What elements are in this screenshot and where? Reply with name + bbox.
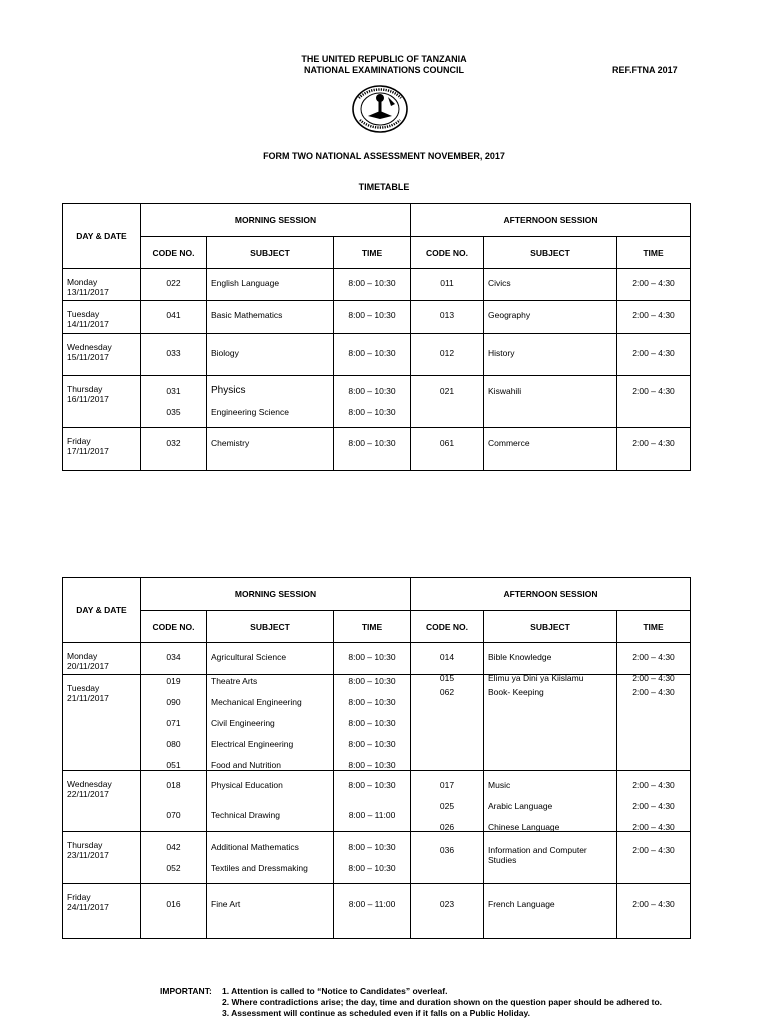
day-date-cell (63, 334, 141, 376)
subject-code: 021 (439, 386, 455, 396)
day-name: Thursday (67, 384, 103, 394)
pm-code-cell (411, 832, 484, 884)
am-time-cell (334, 334, 411, 376)
subject-column-header: SUBJECT (207, 611, 334, 643)
pm-subject-cell (484, 334, 617, 376)
session-time: 2:00 – 4:30 (632, 673, 675, 683)
session-time: 8:00 – 10:30 (348, 718, 396, 728)
pm-time-cell (617, 675, 691, 771)
session-time: 2:00 – 4:30 (632, 652, 675, 662)
subject-code: 041 (166, 310, 181, 320)
day-name: Wednesday (67, 779, 112, 789)
day-date-header: DAY & DATE (63, 578, 141, 643)
pm-subject-cell (484, 884, 617, 939)
day-name: Thursday (67, 840, 103, 850)
subject-name: Civil Engineering (211, 718, 275, 728)
day-name: Friday (67, 436, 91, 446)
day-name: Tuesday (67, 683, 100, 693)
exam-date: 23/11/2017 (67, 850, 109, 860)
code-column-header: CODE NO. (141, 237, 207, 269)
session-time: 8:00 – 10:30 (348, 863, 396, 873)
session-time: 2:00 – 4:30 (632, 780, 675, 790)
subject-name: History (488, 348, 515, 358)
table-row (63, 771, 691, 832)
subject-code: 026 (439, 822, 455, 832)
session-time: 8:00 – 11:00 (348, 899, 396, 909)
pm-time-cell (617, 269, 691, 301)
am-subject-cell (207, 832, 334, 884)
pm-time-cell (617, 334, 691, 376)
session-time: 8:00 – 10:30 (348, 310, 396, 320)
pm-subject-cell (484, 771, 617, 832)
subject-code: 070 (166, 810, 181, 820)
session-time: 8:00 – 10:30 (348, 278, 396, 288)
session-time: 2:00 – 4:30 (632, 899, 675, 909)
subject-name: Mechanical Engineering (211, 697, 302, 707)
day-date-header: DAY & DATE (63, 204, 141, 269)
day-name: Wednesday (67, 342, 112, 352)
subject-column-header: SUBJECT (484, 611, 617, 643)
pm-subject-cell (484, 269, 617, 301)
subject-name: Arabic Language (488, 801, 553, 811)
exam-date: 14/11/2017 (67, 319, 109, 329)
session-time: 8:00 – 10:30 (348, 842, 396, 852)
am-code-cell (141, 771, 207, 832)
table-row (63, 269, 691, 301)
subject-code: 012 (439, 348, 455, 358)
am-time-cell (334, 301, 411, 334)
session-time: 2:00 – 4:30 (632, 310, 675, 320)
code-column-header: CODE NO. (141, 611, 207, 643)
subject-code: 031 (166, 386, 181, 396)
subject-code: 051 (166, 760, 181, 770)
pm-code-cell (411, 334, 484, 376)
am-time-cell (334, 771, 411, 832)
subject-code: 071 (166, 718, 181, 728)
subject-name: Theatre Arts (211, 676, 258, 686)
session-time: 8:00 – 10:30 (348, 386, 396, 396)
am-time-cell (334, 376, 411, 428)
subject-code: 019 (166, 676, 181, 686)
important-label: IMPORTANT: (160, 986, 212, 996)
pm-subject-cell (484, 428, 617, 471)
subject-code: 014 (439, 652, 455, 662)
pm-code-cell (411, 643, 484, 683)
pm-code-cell (411, 884, 484, 939)
subject-code: 017 (439, 780, 455, 790)
day-name: Monday (67, 651, 98, 661)
pm-subject-cell (484, 832, 617, 884)
am-code-cell (141, 334, 207, 376)
subject-name: Commerce (488, 438, 530, 448)
subject-code: 011 (440, 278, 454, 288)
subject-name: Studies (488, 855, 517, 865)
session-time: 2:00 – 4:30 (632, 845, 675, 855)
time-column-header: TIME (334, 237, 411, 269)
table-row (63, 376, 691, 428)
am-subject-cell (207, 334, 334, 376)
subject-name: Biology (211, 348, 239, 358)
subject-code: 015 (439, 673, 455, 683)
subject-code: 090 (166, 697, 181, 707)
subject-name: Engineering Science (211, 407, 289, 417)
subject-code: 062 (439, 687, 455, 697)
subject-name: Book- Keeping (488, 687, 544, 697)
am-time-cell (334, 675, 411, 771)
session-time: 2:00 – 4:30 (632, 278, 675, 288)
pm-code-cell (411, 675, 484, 771)
session-time: 8:00 – 10:30 (348, 760, 396, 770)
table-row (63, 832, 691, 884)
table-row (63, 884, 691, 939)
necta-seal-icon (351, 84, 409, 134)
am-time-cell (334, 428, 411, 471)
subject-name: Physical Education (211, 780, 283, 790)
am-code-cell (141, 301, 207, 334)
pm-time-cell (617, 428, 691, 471)
exam-date: 17/11/2017 (67, 446, 109, 456)
subject-name: Kiswahili (488, 386, 522, 396)
subject-name: Electrical Engineering (211, 739, 294, 749)
am-subject-cell (207, 771, 334, 832)
session-time: 8:00 – 10:30 (348, 407, 396, 417)
subject-name: English Language (211, 278, 280, 288)
subject-name: Elimu ya Dini ya Kiislamu (488, 673, 584, 683)
exam-date: 15/11/2017 (67, 352, 109, 362)
subject-code: 080 (166, 739, 181, 749)
session-time: 2:00 – 4:30 (632, 348, 675, 358)
am-subject-cell (207, 269, 334, 301)
subject-code: 022 (166, 278, 181, 288)
am-subject-cell (207, 675, 334, 771)
subject-name: Chemistry (211, 438, 250, 448)
session-time: 2:00 – 4:30 (632, 822, 675, 832)
am-time-cell (334, 832, 411, 884)
pm-time-cell (617, 884, 691, 939)
session-time: 2:00 – 4:30 (632, 386, 675, 396)
exam-date: 24/11/2017 (67, 902, 109, 912)
day-date-cell (63, 269, 141, 301)
pm-code-cell (411, 771, 484, 832)
am-time-cell (334, 643, 411, 675)
country-heading: THE UNITED REPUBLIC OF TANZANIA (301, 54, 467, 64)
pm-time-cell (617, 301, 691, 334)
code-column-header: CODE NO. (411, 237, 484, 269)
pm-code-cell (411, 376, 484, 428)
session-time: 8:00 – 10:30 (348, 697, 396, 707)
subject-code: 042 (166, 842, 181, 852)
session-time: 2:00 – 4:30 (632, 801, 675, 811)
pm-code-cell (411, 269, 484, 301)
document-subtitle: TIMETABLE (358, 182, 410, 192)
day-date-cell (63, 771, 141, 832)
session-time: 8:00 – 10:30 (348, 348, 396, 358)
subject-name: Information and Computer (488, 845, 587, 855)
table-row (63, 643, 691, 675)
subject-code: 023 (439, 899, 455, 909)
subject-code: 034 (166, 652, 181, 662)
table-row (63, 334, 691, 376)
subject-name: Physics (211, 385, 246, 396)
subject-column-header: SUBJECT (484, 237, 617, 269)
day-date-cell (63, 675, 141, 771)
am-subject-cell (207, 428, 334, 471)
day-date-cell (63, 376, 141, 428)
afternoon-session-header: AFTERNOON SESSION (411, 204, 691, 237)
day-date-cell (63, 428, 141, 471)
pm-subject-cell (484, 643, 617, 683)
day-name: Monday (67, 277, 98, 287)
am-subject-cell (207, 301, 334, 334)
subject-code: 025 (439, 801, 455, 811)
session-time: 2:00 – 4:30 (632, 438, 675, 448)
council-heading: NATIONAL EXAMINATIONS COUNCIL (304, 65, 464, 75)
table-row (63, 428, 691, 471)
am-code-cell (141, 675, 207, 771)
pm-time-cell (617, 376, 691, 428)
note-item: 2. Where contradictions arise; the day, time and duration shown on the question paper should be adhered to. (222, 997, 663, 1007)
subject-name: Geography (488, 310, 531, 320)
subject-name: Basic Mathematics (211, 310, 283, 320)
pm-time-cell (617, 832, 691, 884)
subject-code: 018 (166, 780, 181, 790)
subject-name: Bible Knowledge (488, 652, 552, 662)
time-column-header: TIME (617, 611, 691, 643)
day-name: Tuesday (67, 309, 100, 319)
note-item: 3. Assessment will continue as scheduled even if it falls on a Public Holiday. (222, 1008, 530, 1018)
subject-name: Chinese Language (488, 822, 560, 832)
am-code-cell (141, 884, 207, 939)
pm-code-cell (411, 301, 484, 334)
table-row (63, 675, 691, 771)
pm-subject-cell (484, 301, 617, 334)
reference-number: REF.FTNA 2017 (612, 65, 678, 75)
morning-session-header: MORNING SESSION (141, 578, 411, 611)
am-subject-cell (207, 884, 334, 939)
am-subject-cell (207, 376, 334, 428)
timetable-week-1 (62, 203, 691, 471)
subject-name: Textiles and Dressmaking (211, 863, 308, 873)
am-subject-cell (207, 643, 334, 675)
subject-name: French Language (488, 899, 555, 909)
time-column-header: TIME (617, 237, 691, 269)
timetable-week-2 (62, 577, 691, 939)
subject-name: Agricultural Science (211, 652, 287, 662)
am-code-cell (141, 832, 207, 884)
am-code-cell (141, 643, 207, 675)
exam-date: 16/11/2017 (67, 394, 109, 404)
subject-name: Additional Mathematics (211, 842, 299, 852)
pm-subject-cell (484, 675, 617, 771)
subject-code: 052 (166, 863, 181, 873)
subject-code: 061 (439, 438, 455, 448)
time-column-header: TIME (334, 611, 411, 643)
session-time: 8:00 – 11:00 (348, 810, 396, 820)
note-item: 1. Attention is called to “Notice to Candidates” overleaf. (222, 986, 448, 996)
subject-code: 032 (166, 438, 181, 448)
session-time: 8:00 – 10:30 (348, 438, 396, 448)
subject-name: Music (488, 780, 511, 790)
subject-name: Civics (488, 278, 511, 288)
session-time: 8:00 – 10:30 (348, 780, 396, 790)
day-date-cell (63, 884, 141, 939)
am-time-cell (334, 269, 411, 301)
day-name: Friday (67, 892, 91, 902)
am-code-cell (141, 269, 207, 301)
session-time: 8:00 – 10:30 (348, 739, 396, 749)
afternoon-session-header: AFTERNOON SESSION (411, 578, 691, 611)
exam-date: 13/11/2017 (67, 287, 109, 297)
code-column-header: CODE NO. (411, 611, 484, 643)
pm-subject-cell (484, 376, 617, 428)
subject-code: 035 (166, 407, 181, 417)
am-code-cell (141, 376, 207, 428)
day-date-cell (63, 643, 141, 675)
subject-name: Fine Art (211, 899, 241, 909)
exam-date: 20/11/2017 (67, 661, 109, 671)
subject-name: Food and Nutrition (211, 760, 281, 770)
am-code-cell (141, 428, 207, 471)
document-title: FORM TWO NATIONAL ASSESSMENT NOVEMBER, 2017 (263, 151, 505, 161)
table-row (63, 301, 691, 334)
morning-session-header: MORNING SESSION (141, 204, 411, 237)
day-date-cell (63, 301, 141, 334)
pm-time-cell (617, 771, 691, 832)
am-time-cell (334, 884, 411, 939)
subject-code: 016 (166, 899, 181, 909)
pm-code-cell (411, 428, 484, 471)
subject-column-header: SUBJECT (207, 237, 334, 269)
exam-date: 21/11/2017 (67, 693, 109, 703)
session-time: 8:00 – 10:30 (348, 676, 396, 686)
session-time: 2:00 – 4:30 (632, 687, 675, 697)
subject-name: Technical Drawing (211, 810, 280, 820)
exam-date: 22/11/2017 (67, 789, 109, 799)
session-time: 8:00 – 10:30 (348, 652, 396, 662)
subject-code: 036 (439, 845, 455, 855)
subject-code: 013 (439, 310, 455, 320)
pm-time-cell (617, 643, 691, 683)
subject-code: 033 (166, 348, 181, 358)
day-date-cell (63, 832, 141, 884)
